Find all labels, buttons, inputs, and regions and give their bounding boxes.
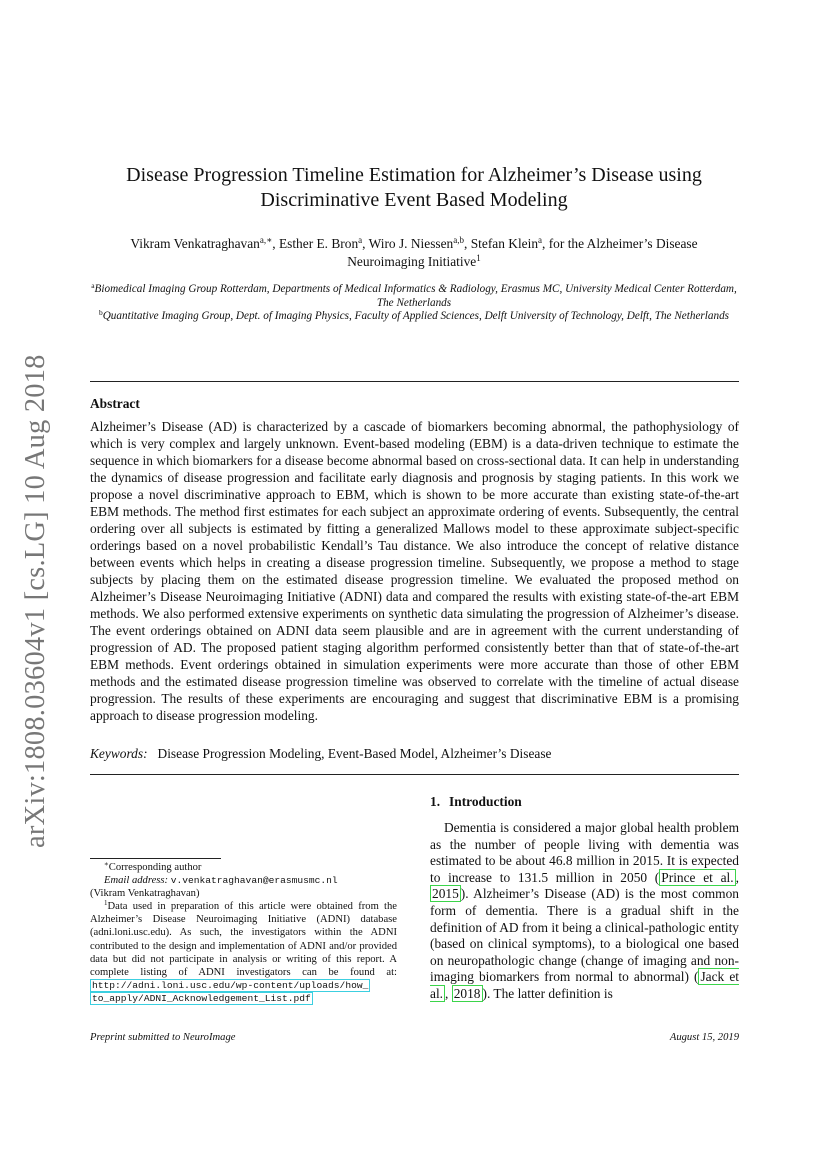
author-group-continued: Neuroimaging Initiative (347, 254, 477, 269)
section-heading-introduction (430, 794, 522, 810)
adni-url-link-continued[interactable]: to_apply/ADNI_Acknowledgement_List.pdf (92, 992, 311, 1004)
citation-link-jack-author[interactable]: Jack et al. (430, 969, 739, 1001)
footnote-adni (90, 900, 397, 1005)
author-affiliation-mark: a (358, 235, 363, 245)
footnote-mark: 1 (476, 253, 481, 263)
abstract-bottom-rule (90, 774, 739, 775)
affiliation-mark: b (98, 308, 103, 317)
intro-text-1: Dementia is considered a major global health problem as the number of people living with dementia was estimated to be about 46.8 million in 2015. It is expected to increase to 131.5 million in 2050 ( (430, 820, 739, 885)
author-name: , Esther E. Bron (272, 236, 359, 251)
author-list (86, 235, 742, 271)
affiliation-a (90, 283, 738, 310)
citation-separator: , (735, 869, 739, 885)
citation-link-jack-year[interactable]: 2018 (453, 985, 481, 1001)
intro-text-2: ). Alzheimer’s Disease (AD) is the most common form of dementia. There is a gradual shift in the definition of AD from it being a clinical-pathologic entity (based on clinical symptoms), to a biological one based on neuropathologic change (change of imaging and non-imaging biomarkers from normal to abnormal) ( (430, 886, 739, 985)
keywords (90, 746, 739, 762)
email-address: v.venkatraghavan@erasmusmc.nl (170, 875, 338, 887)
footnote-email-name: (Vikram Venkatraghavan) (90, 888, 200, 900)
author-affiliation-mark: a,b (453, 235, 465, 245)
affiliations (90, 283, 738, 324)
author-group: , for the Alzheimer’s Disease (542, 236, 698, 251)
affiliation-text: Quantitative Imaging Group, Dept. of Imaging Physics, Faculty of Applied Sciences, Delft University of Technology, Delft, The Netherlands (102, 310, 730, 322)
section-number: 1. (430, 794, 441, 809)
introduction-paragraph (430, 820, 739, 1003)
citation-link-prince-author[interactable]: Prince et al. (661, 869, 734, 885)
citation-separator: , (445, 985, 452, 1001)
footer-date: August 15, 2019 (669, 1032, 739, 1043)
footnote-text: Data used in preparation of this article were obtained from the Alzheimer’s Disease Neuroimaging Initiative (ADNI) database (adni.loni.usc.edu). As such, the investigators within the ADNI contributed to the design and implementation of ADNI and/or provided data but did not participate in analysis or writing of this report. A complete listing of ADNI investigators can be found at: (90, 901, 397, 978)
author-affiliation-mark: a (538, 235, 543, 245)
footnote-mark: 1 (104, 899, 108, 908)
footnote-corresponding-author (90, 861, 397, 874)
footnote-email (90, 874, 397, 887)
author-name: , Stefan Klein (464, 236, 539, 251)
keywords-label: Keywords: (90, 746, 148, 761)
section-title: Introduction (449, 794, 522, 809)
citation-link-prince-year[interactable]: 2015 (432, 886, 459, 902)
author-name: Vikram Venkatraghavan (130, 236, 260, 251)
email-label: Email address: (104, 875, 169, 887)
title-line-2: Discriminative Event Based Modeling (260, 189, 568, 211)
abstract-top-rule (90, 381, 739, 382)
footnotes (90, 861, 397, 1005)
author-name: , Wiro J. Niessen (362, 236, 454, 251)
keywords-list: Disease Progression Modeling, Event-Based Model, Alzheimer’s Disease (157, 746, 552, 761)
affiliation-b (90, 310, 738, 324)
affiliation-text: Biomedical Imaging Group Rotterdam, Departments of Medical Informatics & Radiology, Erasmus MC, University Medical Center Rotterdam, The Netherlands (94, 283, 737, 309)
paper-title (90, 163, 738, 213)
affiliation-mark: a (91, 281, 95, 290)
abstract-heading: Abstract (90, 396, 140, 411)
footnote-text: Corresponding author (108, 862, 202, 873)
arxiv-identifier-stamp: arXiv:1808.03604v1 [cs.LG] 10 Aug 2018 (20, 354, 51, 848)
adni-url-link[interactable]: http://adni.loni.usc.edu/wp-content/uploads/how_ (92, 979, 369, 991)
author-affiliation-mark: a,∗ (259, 235, 273, 245)
intro-text-3: ). The latter definition is (482, 985, 613, 1001)
footnote-rule (90, 858, 221, 859)
footnote-mark: ∗ (104, 860, 109, 868)
abstract-body: Alzheimer’s Disease (AD) is characterized by a cascade of biomarkers becoming abnormal, the pathophysiology of which is very complex and largely unknown. Event-based modeling (EBM) is a data-driven technique to estimate the sequence in which biomarkers for a disease become abnormal based on cross-sectional data. It can help in understanding the dynamics of disease progression and facilitate early diagnosis and prognosis by staging patients. In this work we propose a novel discriminative approach to EBM, which is shown to be more accurate than existing state-of-the-art EBM methods. The method first estimates for each subject an approximate ordering of events. Subsequently, the central ordering over all subjects is estimated by fitting a generalized Mallows model to these approximate subject-specific orderings based on a novel probabilistic Kendall’s Tau distance. We also introduce the concept of relative distance between events which helps in creating a disease progression timeline. Subsequently, we propose a method to stage subjects by placing them on the estimated disease progression timeline. We evaluated the proposed method on Alzheimer’s Disease Neuroimaging Initiative (ADNI) data and compared the results with existing state-of-the-art EBM methods. We also performed extensive experiments on synthetic data simulating the progression of Alzheimer’s disease. The event orderings obtained on ADNI data seem plausible and are in agreement with the current understanding of progression of AD. The proposed patient staging algorithm performed consistently better than that of state-of-the-art EBM methods. Event orderings obtained in simulation experiments were more accurate than those of other EBM methods and the estimated disease progression timeline was observed to correlate with the timeline of actual disease progression. The results of these experiments are encouraging and suggest that discriminative EBM is a promising approach to disease progression modeling. (90, 419, 739, 723)
title-line-1: Disease Progression Timeline Estimation for Alzheimer’s Disease using (126, 164, 702, 186)
footer-preprint-note: Preprint submitted to NeuroImage (90, 1032, 236, 1043)
